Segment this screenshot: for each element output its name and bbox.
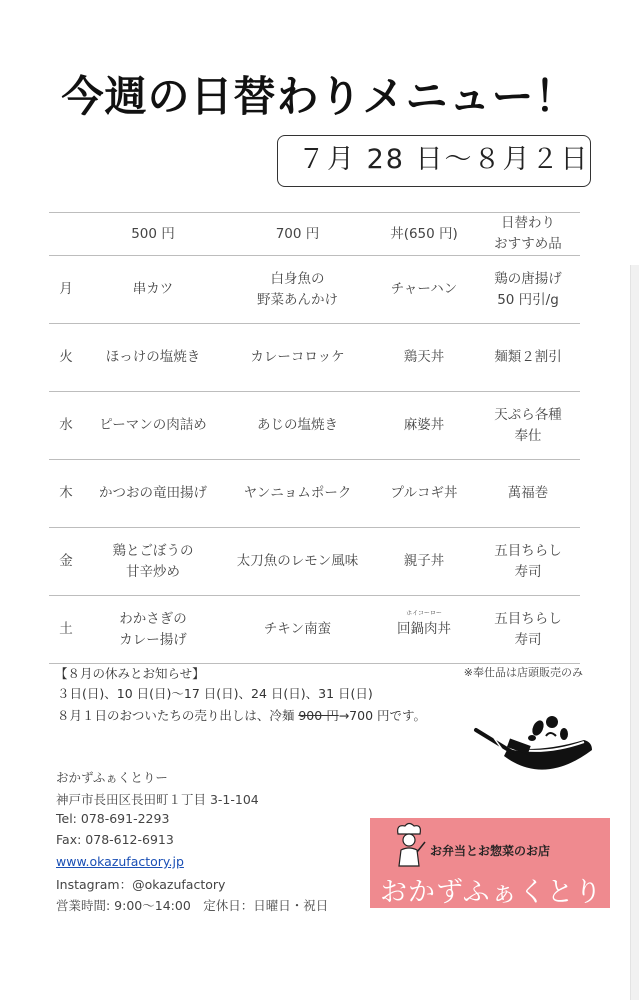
shop-fax: Fax: 078-612-6913	[56, 832, 174, 847]
dish-line: 奉仕	[514, 427, 542, 444]
dish-700	[223, 256, 372, 324]
banner-subtitle: お弁当とお惣菜のお店	[430, 844, 551, 858]
notice-note: ※奉仕品は店頭販売のみ	[463, 666, 583, 679]
dish-line: 鶏とごぼうの	[112, 542, 194, 559]
header-special	[476, 213, 580, 256]
dish-line: 鶏の唐揚げ	[494, 270, 562, 287]
dish-700	[223, 460, 372, 528]
dish-text: 回鍋肉丼	[397, 621, 451, 637]
dish-line: ピーマンの肉詰め	[99, 417, 207, 433]
sale-notice	[57, 706, 426, 724]
chef-icon	[390, 822, 428, 868]
dish-line: 五目ちらし	[494, 542, 562, 559]
shop-address: 神戸市長田区長田町１丁目 3-1-104	[56, 792, 259, 807]
dish-500	[83, 392, 223, 460]
dish-line: ほっけの塩焼き	[105, 349, 201, 365]
table-row	[49, 256, 580, 324]
dish-700	[223, 528, 372, 596]
shop-logo-banner	[370, 818, 610, 947]
dish-line: チキン南蛮	[263, 621, 332, 637]
reading-ruby: ホイコーロー	[406, 610, 442, 617]
day-cell: 月	[49, 256, 83, 324]
header-special-line: 日替わり	[501, 215, 555, 231]
header-700: 700 円	[223, 213, 372, 256]
dish-line: プルコギ丼	[390, 485, 458, 501]
day-cell: 水	[49, 392, 83, 460]
shop-tel: Tel: 078-691-2293	[56, 811, 170, 826]
table-row	[49, 392, 580, 460]
old-price: 900 円	[298, 708, 339, 723]
day-cell: 金	[49, 528, 83, 596]
menu-table	[49, 212, 580, 664]
sale-notice-new-price: →700 円です。	[338, 708, 427, 723]
dish-special	[476, 596, 580, 664]
dish-700	[223, 324, 372, 392]
dish-700	[223, 596, 372, 664]
dish-line: あじの塩焼き	[257, 417, 338, 433]
dish-don	[372, 460, 476, 528]
dish-line: 寿司	[514, 563, 542, 580]
dish-special	[476, 528, 580, 596]
page-edge-shadow	[631, 265, 639, 1000]
dish-don	[372, 392, 476, 460]
dish-500	[83, 528, 223, 596]
dish-line: わかさぎの	[119, 610, 187, 627]
dish-don	[372, 596, 476, 664]
day-cell: 火	[49, 324, 83, 392]
header-don: 丼(650 円)	[372, 213, 476, 256]
shop-name: おかずふぁくとりー	[56, 770, 168, 785]
day-cell: 木	[49, 460, 83, 528]
dish-500	[83, 460, 223, 528]
dish-700	[223, 392, 372, 460]
dish-line: 親子丼	[403, 553, 445, 569]
dish-500	[83, 324, 223, 392]
dish-special	[476, 460, 580, 528]
dish-line: カレー揚げ	[119, 631, 187, 648]
dish-line: 串カツ	[132, 281, 174, 297]
dish-line	[372, 610, 476, 640]
dish-line: 五目ちらし	[494, 610, 562, 627]
dish-line: チャーハン	[390, 281, 458, 297]
dish-special	[476, 392, 580, 460]
dish-line: 寿司	[514, 631, 542, 648]
dish-don	[372, 256, 476, 324]
header-special-line: おすすめ品	[494, 236, 562, 252]
dish-line: ヤンニョムポーク	[243, 485, 352, 501]
dish-special	[476, 256, 580, 324]
dish-don	[372, 324, 476, 392]
day-cell: 土	[49, 596, 83, 664]
dish-500	[83, 256, 223, 324]
dish-don	[372, 528, 476, 596]
table-row	[49, 324, 580, 392]
dish-line: 甘辛炒め	[126, 563, 180, 580]
page-title: 今週の日替わりメニュー！	[61, 72, 578, 121]
dish-with-reading	[397, 610, 451, 640]
notice-title: 【８月の休みとお知らせ】	[55, 666, 205, 681]
dish-line: 天ぷら各種	[494, 406, 562, 423]
sale-notice-text: ８月１日のおついたちの売り出しは、冷麺	[57, 708, 299, 723]
wok-illustration	[474, 712, 598, 784]
table-row	[49, 596, 580, 664]
dish-500	[83, 596, 223, 664]
business-hours: 営業時間: 9:00〜14:00 定休日：日曜日・祝日	[56, 898, 329, 913]
dish-line: 麺類２割引	[494, 349, 562, 365]
table-header-row	[49, 213, 580, 256]
dish-line: カレーコロッケ	[250, 349, 345, 365]
dish-line: 白身魚の	[270, 270, 325, 287]
dish-line: 野菜あんかけ	[257, 291, 338, 308]
dish-line: 太刀魚のレモン風味	[236, 553, 359, 569]
dish-line: 50 円引/g	[497, 291, 559, 308]
table-row	[49, 460, 580, 528]
date-range: ７月 28 日〜８月２日	[277, 135, 591, 187]
dish-line: かつおの竜田揚げ	[99, 485, 207, 501]
dish-special	[476, 324, 580, 392]
page-edge-line	[630, 265, 631, 1000]
instagram-handle: Instagram：@okazufactory	[56, 877, 226, 892]
dish-line: 萬福巻	[507, 485, 549, 501]
header-day	[49, 213, 83, 256]
dish-line: 麻婆丼	[403, 417, 445, 433]
banner-shop-name: おかずふぁくとりー	[380, 877, 603, 947]
holiday-dates: ３日(日)、10 日(日)〜17 日(日)、24 日(日)、31 日(日)	[57, 686, 373, 701]
table-row	[49, 528, 580, 596]
website-link[interactable]: www.okazufactory.jp	[56, 854, 184, 869]
dish-line: 鶏天丼	[403, 349, 445, 365]
header-500: 500 円	[83, 213, 223, 256]
